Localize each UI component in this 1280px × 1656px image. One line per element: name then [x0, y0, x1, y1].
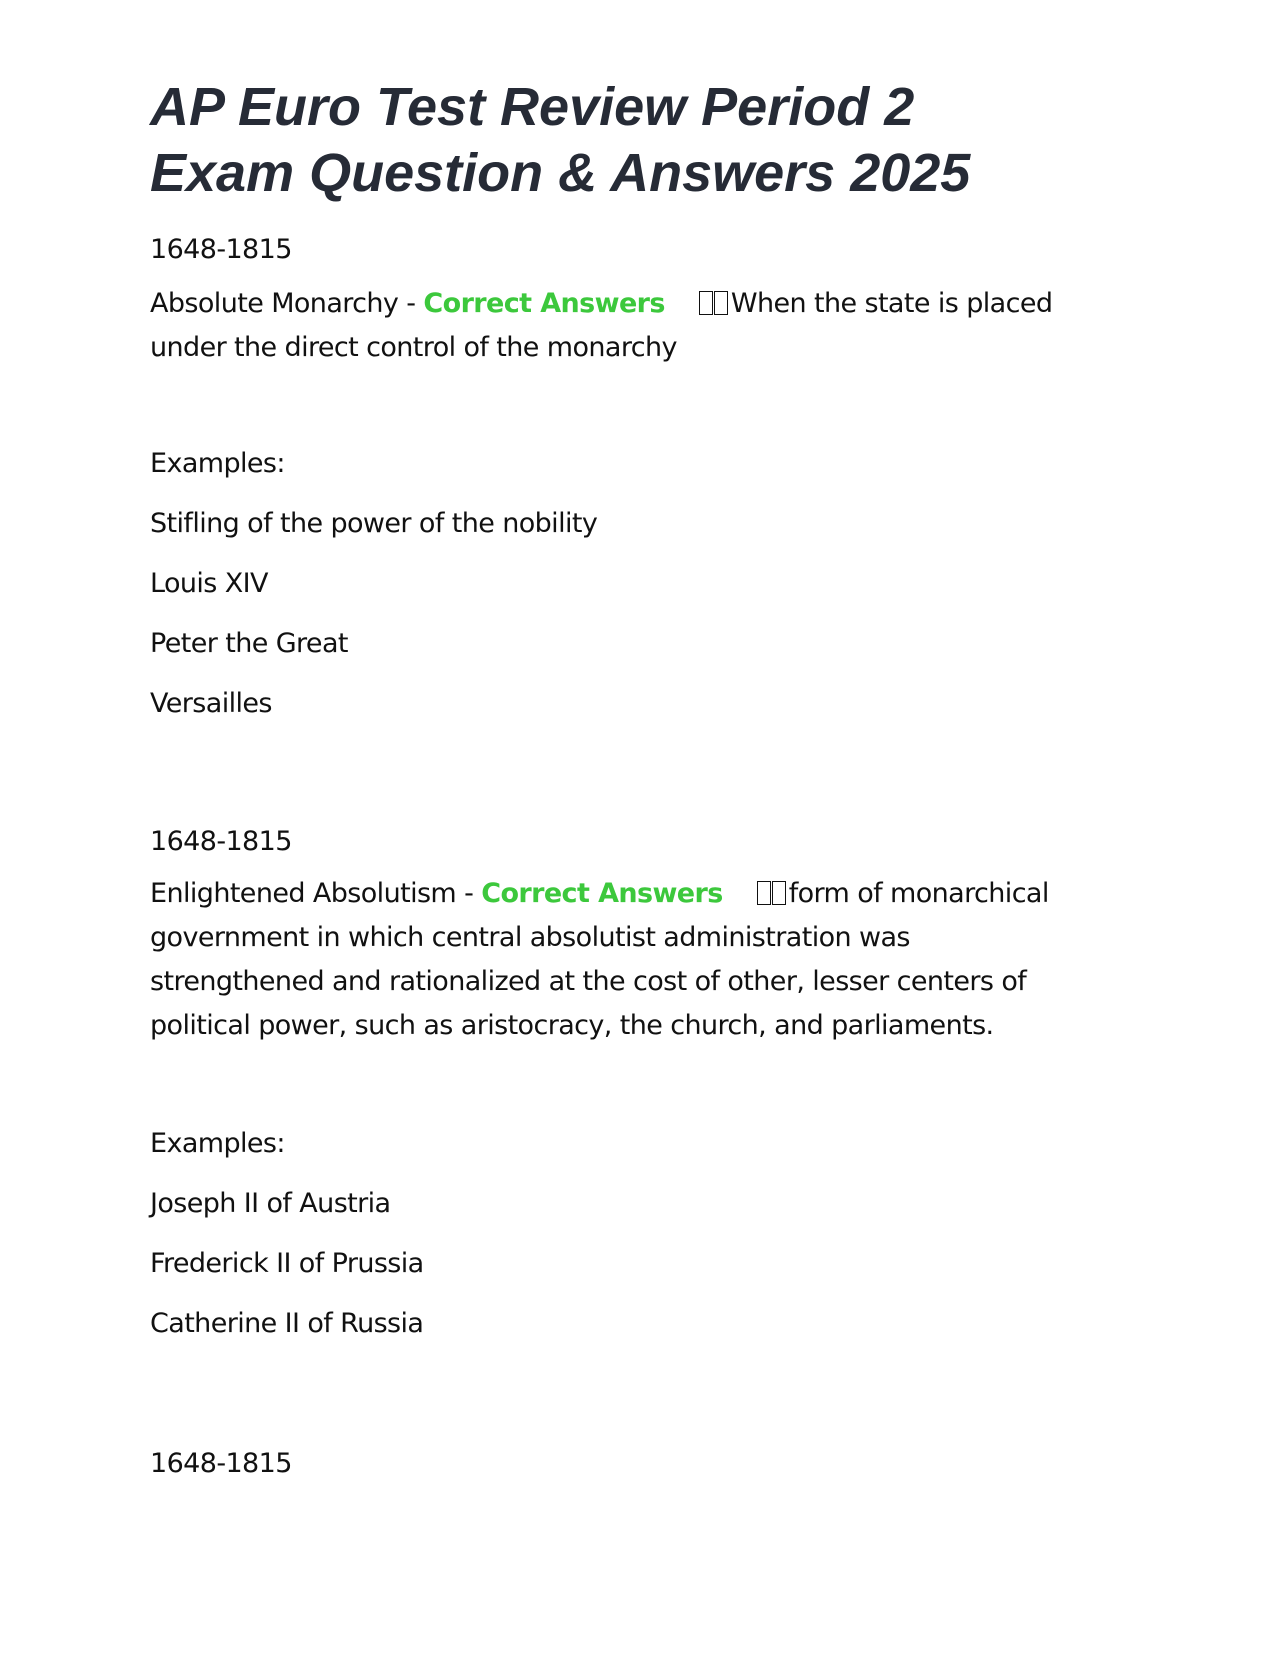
- entry-1-term: Absolute Monarchy -: [150, 288, 424, 319]
- entry-2-question: [150, 872, 1110, 916]
- entry-1-definition-line-1: When the state is placed: [730, 288, 1053, 319]
- entry-2-definition-line-1: form of monarchical: [788, 878, 1049, 909]
- entry-1-question: [150, 282, 1110, 326]
- document-title: [150, 74, 1110, 206]
- entry-1-example-3: Peter the Great: [150, 628, 348, 659]
- entry-3-date: 1648-1815: [150, 1448, 292, 1479]
- entry-2-example-2: Frederick II of Prussia: [150, 1248, 424, 1279]
- entry-1-date: 1648-1815: [150, 234, 292, 265]
- entry-2-example-1: Joseph II of Austria: [150, 1188, 391, 1219]
- entry-2-example-3: Catherine II of Russia: [150, 1308, 424, 1339]
- entry-1-example-4: Versailles: [150, 688, 272, 719]
- entry-1-examples-label: Examples:: [150, 448, 285, 479]
- entry-1-example-1: Stifling of the power of the nobility: [150, 508, 598, 539]
- entry-2-date: 1648-1815: [150, 826, 292, 857]
- entry-2-term: Enlightened Absolutism -: [150, 878, 482, 909]
- entry-1-definition-line-2: under the direct control of the monarchy: [150, 332, 677, 363]
- entry-2-correct-answers-label: Correct Answers: [481, 878, 723, 909]
- missing-glyph-box-icon: [757, 872, 787, 916]
- entry-2-definition-line-2: government in which central absolutist administration was: [150, 922, 910, 953]
- entry-2-examples-label: Examples:: [150, 1128, 285, 1159]
- missing-glyph-box-icon: [699, 282, 729, 326]
- entry-2-definition-line-3: strengthened and rationalized at the cost of other, lesser centers of: [150, 966, 1027, 997]
- entry-1-example-2: Louis XIV: [150, 568, 268, 599]
- title-line-1: AP Euro Test Review Period 2: [150, 77, 915, 137]
- entry-2-definition-line-4: political power, such as aristocracy, the church, and parliaments.: [150, 1010, 994, 1041]
- entry-1-correct-answers-label: Correct Answers: [423, 288, 665, 319]
- title-line-2: Exam Question & Answers 2025: [150, 143, 971, 203]
